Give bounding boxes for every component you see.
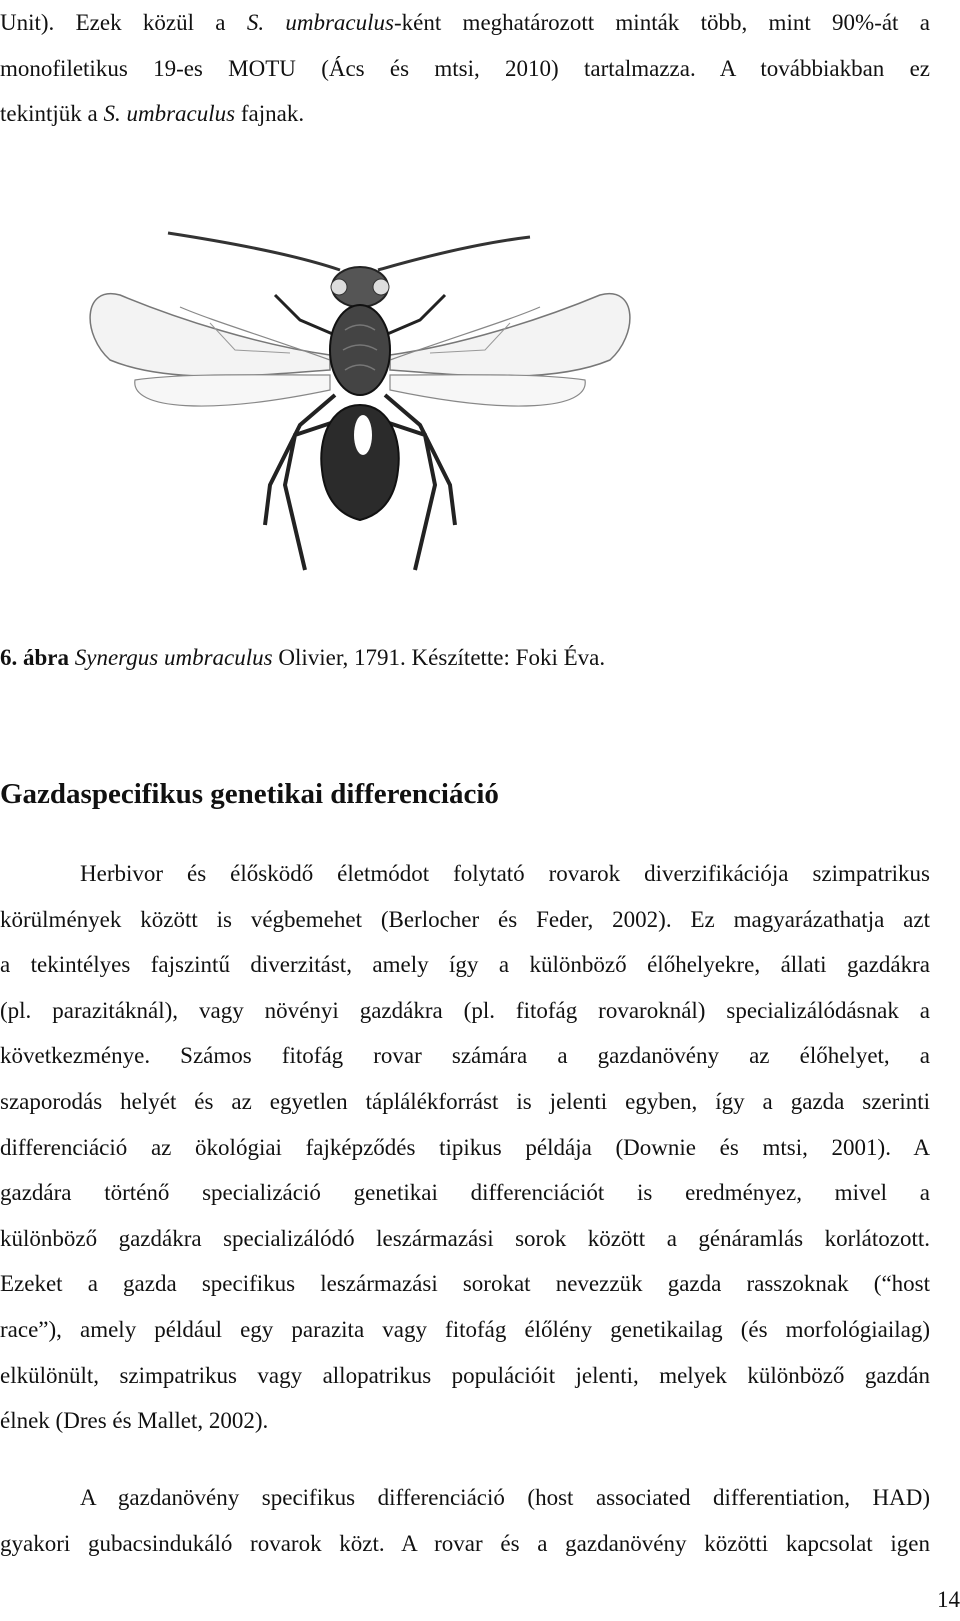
intro-paragraph xyxy=(0,0,930,137)
text-line: élnek (Dres és Mallet, 2002). xyxy=(0,1408,269,1434)
page-number: 14 xyxy=(937,1587,960,1612)
text-line: differenciáció az ökológiai fajképződés tipikus példája (Downie és mtsi, 2001). A xyxy=(0,1134,930,1160)
text-line: szaporodás helyét és az egyetlen táplálékforrást is jelenti egyben, így a gazda szerinti xyxy=(0,1088,930,1114)
text-line: a tekintélyes fajszintű diverzitást, amely így a különböző élőhelyekre, állati gazdákra xyxy=(0,952,930,978)
text-line: különböző gazdákra specializálódó leszármazási sorok között a génáramlás korlátozott. xyxy=(0,1225,930,1251)
figure-species: Synergus umbraculus xyxy=(74,645,273,670)
intro-line-1: Unit). Ezek közül a S. umbraculus-ként meghatározott minták több, mint 90%-át a xyxy=(0,10,930,35)
body-paragraph-1 xyxy=(0,851,930,1444)
intro-line-2: monofiletikus 19-es MOTU (Ács és mtsi, 2010) tartalmazza. A továbbiakban ez xyxy=(0,55,930,81)
text-line: gyakori gubacsindukáló rovarok közt. A rovar és a gazdanövény közötti kapcsolat igen xyxy=(0,1530,930,1556)
section-heading: Gazdaspecifikus genetikai differenciáció xyxy=(0,778,499,810)
intro-line-3: tekintjük a S. umbraculus fajnak. xyxy=(0,101,305,127)
text-line: elkülönült, szimpatrikus vagy allopatrikus populációit jelenti, melyek különböző gazdán xyxy=(0,1362,930,1388)
text-line: körülmények között is végbemehet (Berlocher és Feder, 2002). Ez magyarázathatja azt xyxy=(0,906,930,932)
text-line: (pl. parazitáknál), vagy növényi gazdákra (pl. fitofág rovaroknál) specializálódásnak a xyxy=(0,997,930,1023)
text-line: következménye. Számos fitofág rovar számára a gazdanövény az élőhelyet, a xyxy=(0,1043,930,1069)
figure-wasp-illustration xyxy=(60,225,660,605)
wasp-illustration-icon xyxy=(60,225,660,605)
figure-caption xyxy=(0,645,605,671)
figure-number: 6. ábra xyxy=(0,645,69,670)
text-line: race”), amely például egy parazita vagy fitofág élőlény genetikailag (és morfológiailag) xyxy=(0,1316,930,1342)
text-line: Ezeket a gazda specifikus leszármazási sorokat nevezzük gazda rasszoknak (“host xyxy=(0,1271,930,1297)
text-line: gazdára történő specializáció genetikai differenciációt is eredményez, mivel a xyxy=(0,1180,930,1206)
figure-caption-text: Olivier, 1791. Készítette: Foki Éva. xyxy=(272,645,606,670)
text-line: Herbivor és élősködő életmódot folytató rovarok diverzifikációja szimpatrikus xyxy=(80,861,930,886)
text-line: A gazdanövény specifikus differenciáció (host associated differentiation, HAD) xyxy=(80,1485,930,1510)
body-paragraph-2 xyxy=(0,1475,930,1566)
